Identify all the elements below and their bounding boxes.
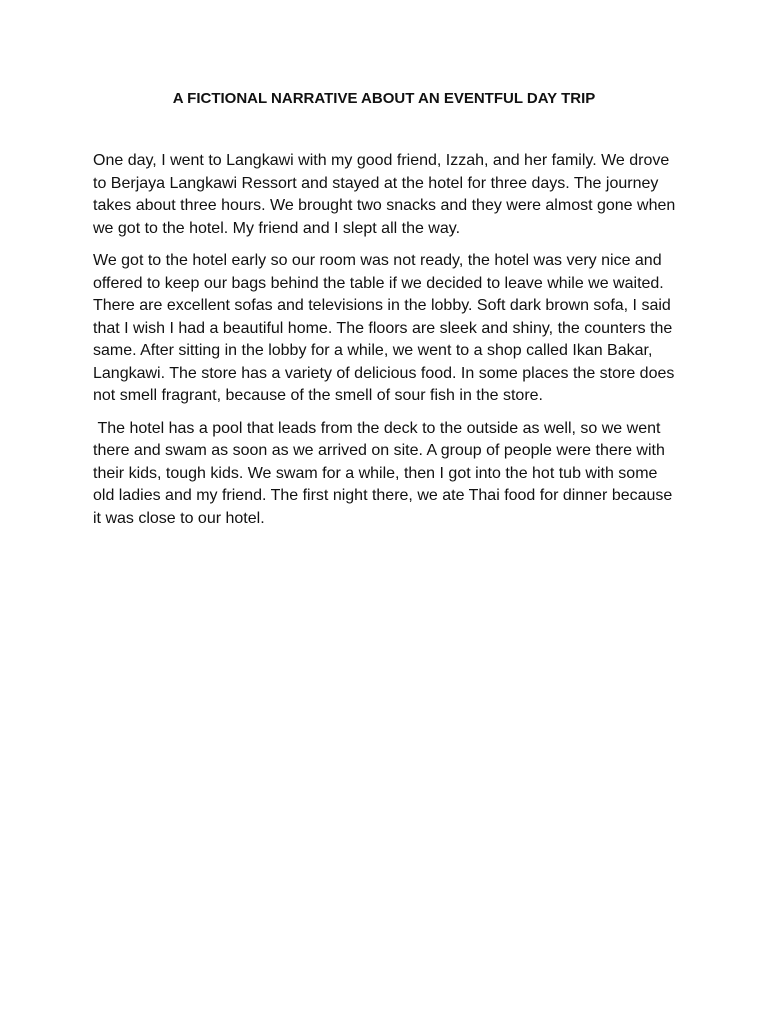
paragraph-2: We got to the hotel early so our room was not ready, the hotel was very nice and offered to keep our bags behind the table if we decided to leave while we waited. There are excellent sofas and televisions in the lobby. Soft dark brown sofa, I said that I wish I had a beautiful home. The floors are sleek and shiny, the counters the same. After sitting in the lobby for a while, we went to a shop called Ikan Bakar, Langkawi. The store has a variety of delicious food. In some places the store does not smell fragrant, because of the smell of sour fish in the store.	[93, 252, 679, 404]
paragraph-3: The hotel has a pool that leads from the deck to the outside as well, so we went there and swam as soon as we arrived on site. A group of people were there with their kids, tough kids. We swam for a while, then I got into the hot tub with some old ladies and my friend. The first night there, we ate Thai food for dinner because it was close to our hotel.	[93, 419, 677, 527]
paragraph-1: One day, I went to Langkawi with my good friend, Izzah, and her family. We drove to Berjaya Langkawi Ressort and stayed at the hotel for three days. The journey takes about three hours. We brought two snacks and they were almost gone when we got to the hotel. My friend and I slept all the way.	[93, 152, 680, 237]
document-title: A FICTIONAL NARRATIVE ABOUT AN EVENTFUL DAY TRIP	[172, 90, 596, 107]
document-body	[93, 150, 683, 540]
